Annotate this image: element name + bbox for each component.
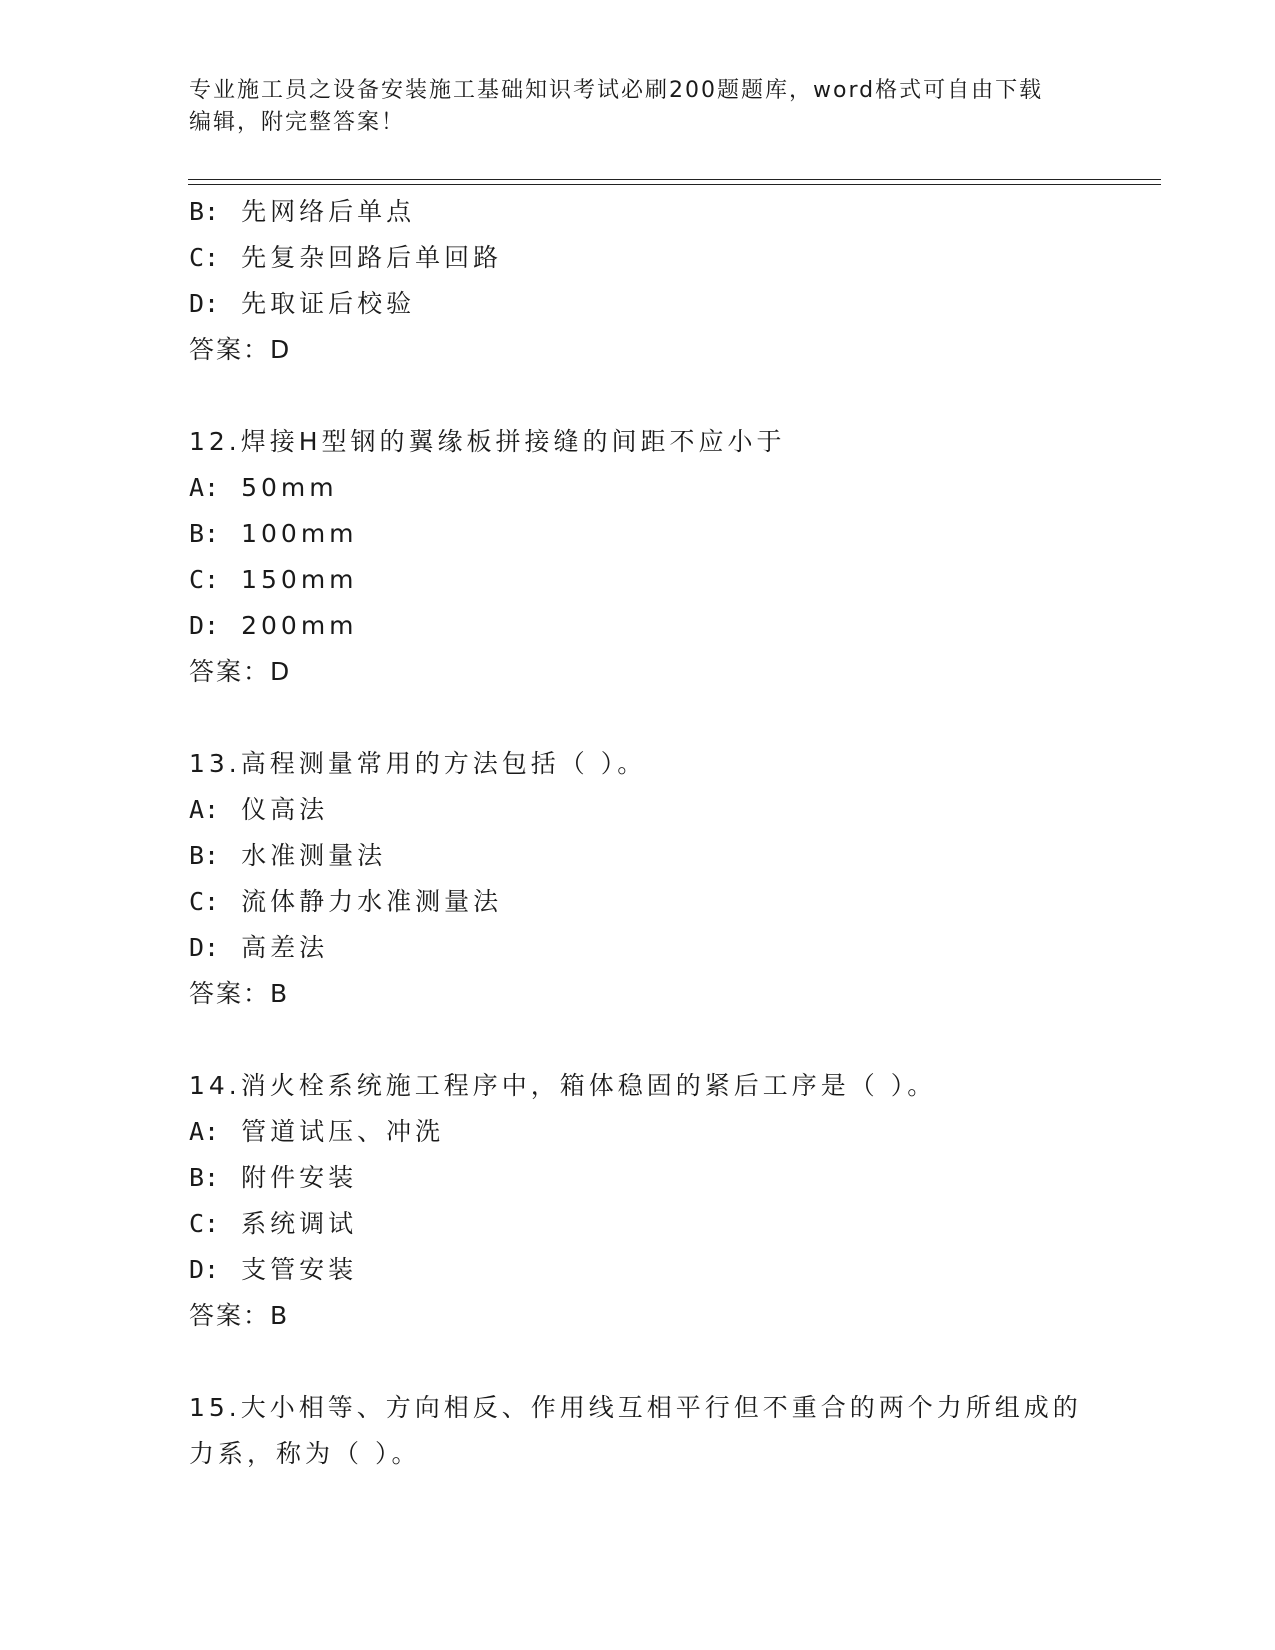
option-letter: B: (189, 841, 220, 870)
question-stem: 15.大小相等、方向相反、作用线互相平行但不重合的两个力所组成的 (189, 1393, 1082, 1422)
option-letter: D: (189, 289, 220, 318)
question-block-14 (189, 1063, 1089, 1339)
option-text: 流体静力水准测量法 (241, 887, 503, 916)
option-d (189, 925, 1089, 971)
question-block-12 (189, 419, 1089, 695)
option-text: 系统调试 (241, 1209, 358, 1238)
option-c (189, 879, 1089, 925)
option-letter: C: (189, 565, 220, 594)
option-text: 先取证后校验 (241, 289, 416, 318)
option-letter: D: (189, 611, 220, 640)
option-c (189, 557, 1089, 603)
option-b (189, 511, 1089, 557)
question-block-15 (189, 1385, 1089, 1477)
option-d (189, 603, 1089, 649)
option-letter: C: (189, 243, 220, 272)
question-block-continued (189, 189, 1089, 373)
option-text: 支管安装 (241, 1255, 358, 1284)
question-stem: 13.高程测量常用的方法包括（ ）。 (189, 749, 647, 778)
question-stem: 14.消火栓系统施工程序中，箱体稳固的紧后工序是（ ）。 (189, 1071, 937, 1100)
option-letter: C: (189, 1209, 220, 1238)
header-title-line-2: 编辑，附完整答案！ (189, 110, 406, 135)
option-letter: B: (189, 197, 220, 226)
option-text: 仪高法 (241, 795, 329, 824)
header-divider-bottom (188, 184, 1161, 185)
option-text: 150mm (241, 565, 358, 594)
answer-line: 答案：D (189, 335, 292, 364)
option-letter: D: (189, 933, 220, 962)
option-c (189, 235, 1089, 281)
question-stem-continued: 力系，称为（ ）。 (189, 1439, 421, 1468)
question-block-13 (189, 741, 1089, 1017)
option-text: 200mm (241, 611, 358, 640)
option-letter: B: (189, 519, 220, 548)
header-title-line-1: 专业施工员之设备安装施工基础知识考试必刷200题题库，word格式可自由下载 (189, 78, 1044, 103)
answer-line: 答案：B (189, 1301, 290, 1330)
option-text: 100mm (241, 519, 358, 548)
option-a (189, 1109, 1089, 1155)
option-b (189, 1155, 1089, 1201)
option-c (189, 1201, 1089, 1247)
option-text: 先网络后单点 (241, 197, 416, 226)
option-text: 高差法 (241, 933, 329, 962)
question-stem: 12.焊接H型钢的翼缘板拼接缝的间距不应小于 (189, 427, 786, 456)
answer-line: 答案：B (189, 979, 290, 1008)
option-letter: D: (189, 1255, 220, 1284)
question-list (189, 189, 1089, 1477)
option-text: 管道试压、冲洗 (241, 1117, 445, 1146)
document-header (189, 75, 1089, 139)
option-letter: B: (189, 1163, 220, 1192)
option-d (189, 1247, 1089, 1293)
answer-line: 答案：D (189, 657, 292, 686)
option-b (189, 833, 1089, 879)
option-a (189, 465, 1089, 511)
option-letter: C: (189, 887, 220, 916)
option-text: 附件安装 (241, 1163, 358, 1192)
option-text: 水准测量法 (241, 841, 387, 870)
option-b (189, 189, 1089, 235)
option-d (189, 281, 1089, 327)
option-text: 50mm (241, 473, 338, 502)
header-divider-top (188, 179, 1161, 180)
option-a (189, 787, 1089, 833)
option-letter: A: (189, 1117, 220, 1146)
option-text: 先复杂回路后单回路 (241, 243, 503, 272)
option-letter: A: (189, 473, 220, 502)
option-letter: A: (189, 795, 220, 824)
